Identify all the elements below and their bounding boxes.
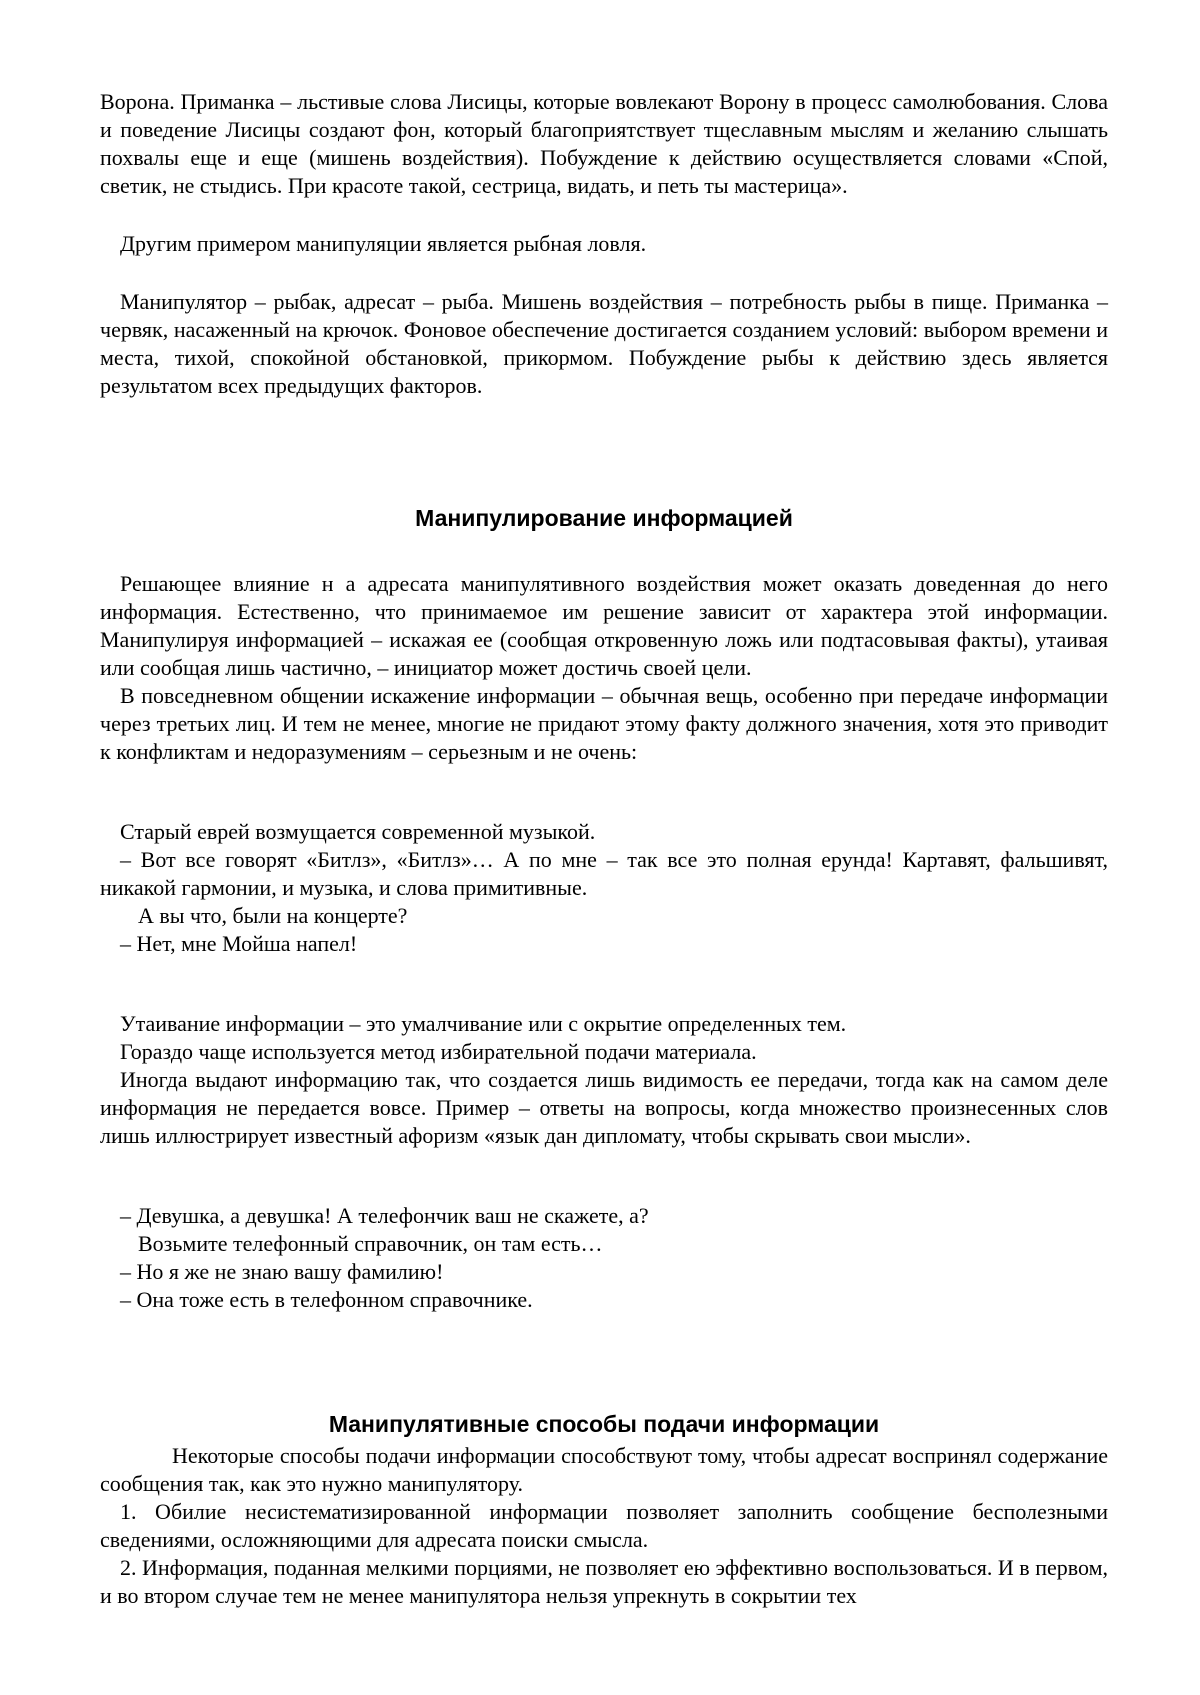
paragraph-everyday-distortion: В повседневном общении искажение информации – обычная вещь, особенно при передаче информации через третьих лиц. И тем не менее, многие не придают этому факту должного значения, хотя это приводит к конфликтам и недоразумениям – серьезным и не очень: xyxy=(100,683,1108,764)
anecdote-beatles-line-1: Старый еврей возмущается современной музыкой. xyxy=(120,819,596,844)
heading-manipulative-ways: Манипулятивные способы подачи информации xyxy=(328,1411,880,1437)
anecdote-beatles xyxy=(100,818,1108,958)
paragraph-decisive-influence: Решающее влияние н а адресата манипулятивного воздействия может оказать доведенная до него информация. Естественно, что принимаемое им решение зависит от характера этой информации. Манипулируя информацией – искажая ее (сообщая откровенную ложь или подтасовывая факты), утаивая или сообщая лишь частично, – инициатор может достичь своей цели. xyxy=(100,571,1108,680)
paragraph-item-2-small-portions: 2. Информация, поданная мелкими порциями, не позволяет ею эффективно воспользоваться. И в первом, и во втором случае тем не менее манипулятора нельзя упрекнуть в сокрытии тех xyxy=(100,1555,1108,1608)
paragraph-appearance-of-transfer: Иногда выдают информацию так, что создается лишь видимость ее передачи, тогда как на самом деле информация не передается вовсе. Пример – ответы на вопросы, когда множество произнесенных слов лишь иллюстрирует известный афоризм «язык дан дипломату, чтобы скрывать свои мысли». xyxy=(100,1067,1108,1148)
anecdote-phone-line-3: – Но я же не знаю вашу фамилию! xyxy=(120,1259,444,1284)
paragraph-fishing-intro: Другим примером манипуляции является рыбная ловля. xyxy=(120,231,647,256)
heading-manipulating-information: Манипулирование информацией xyxy=(415,505,793,531)
paragraph-crow-bait: Ворона. Приманка – льстивые слова Лисицы, которые вовлекают Ворону в процесс самолюбования. Слова и поведение Лисицы создают фон, который благоприятствует тщеславным мыслям и желанию слышать похвалы еще и еще (мишень воздействия). Побуждение к действию осуществляется словами «Спой, светик, не стыдись. При красоте такой, сестрица, видать, и петь ты мастерица». xyxy=(100,89,1108,198)
paragraph-some-ways: Некоторые способы подачи информации способствуют тому, чтобы адресат воспринял содержание сообщения так, как это нужно манипулятору. xyxy=(100,1443,1108,1496)
anecdote-phone-line-4: – Она тоже есть в телефонном справочнике. xyxy=(120,1287,533,1312)
paragraph-selective-delivery: Гораздо чаще используется метод избирательной подачи материала. xyxy=(120,1039,757,1064)
paragraph-withholding: Утаивание информации – это умалчивание или с окрытие определенных тем. xyxy=(120,1011,847,1036)
anecdote-beatles-line-3: А вы что, были на концерте? xyxy=(138,903,408,928)
paragraph-item-1-abundance: 1. Обилие несистематизированной информации позволяет заполнить сообщение бесполезными сведениями, осложняющими для адресата поиски смысла. xyxy=(100,1499,1108,1552)
anecdote-phone-line-2: Возьмите телефонный справочник, он там есть… xyxy=(138,1231,603,1256)
anecdote-phone xyxy=(100,1202,1108,1314)
anecdote-phone-line-1: – Девушка, а девушка! А телефончик ваш не скажете, а? xyxy=(120,1203,649,1228)
anecdote-beatles-line-2: – Вот все говорят «Битлз», «Битлз»… А по мне – так все это полная ерунда! Картавят, фальшивят, никакой гармонии, и музыка, и слова примитивные. xyxy=(100,847,1108,900)
anecdote-beatles-line-4: – Нет, мне Мойша напел! xyxy=(120,931,358,956)
paragraph-fishing-example: Манипулятор – рыбак, адресат – рыба. Мишень воздействия – потребность рыбы в пище. Приманка – червяк, насаженный на крючок. Фоновое обеспечение достигается созданием условий: выбором времени и места, тихой, спокойной обстановкой, прикормом. Побуждение рыбы к действию здесь является результатом всех предыдущих факторов. xyxy=(100,289,1108,398)
